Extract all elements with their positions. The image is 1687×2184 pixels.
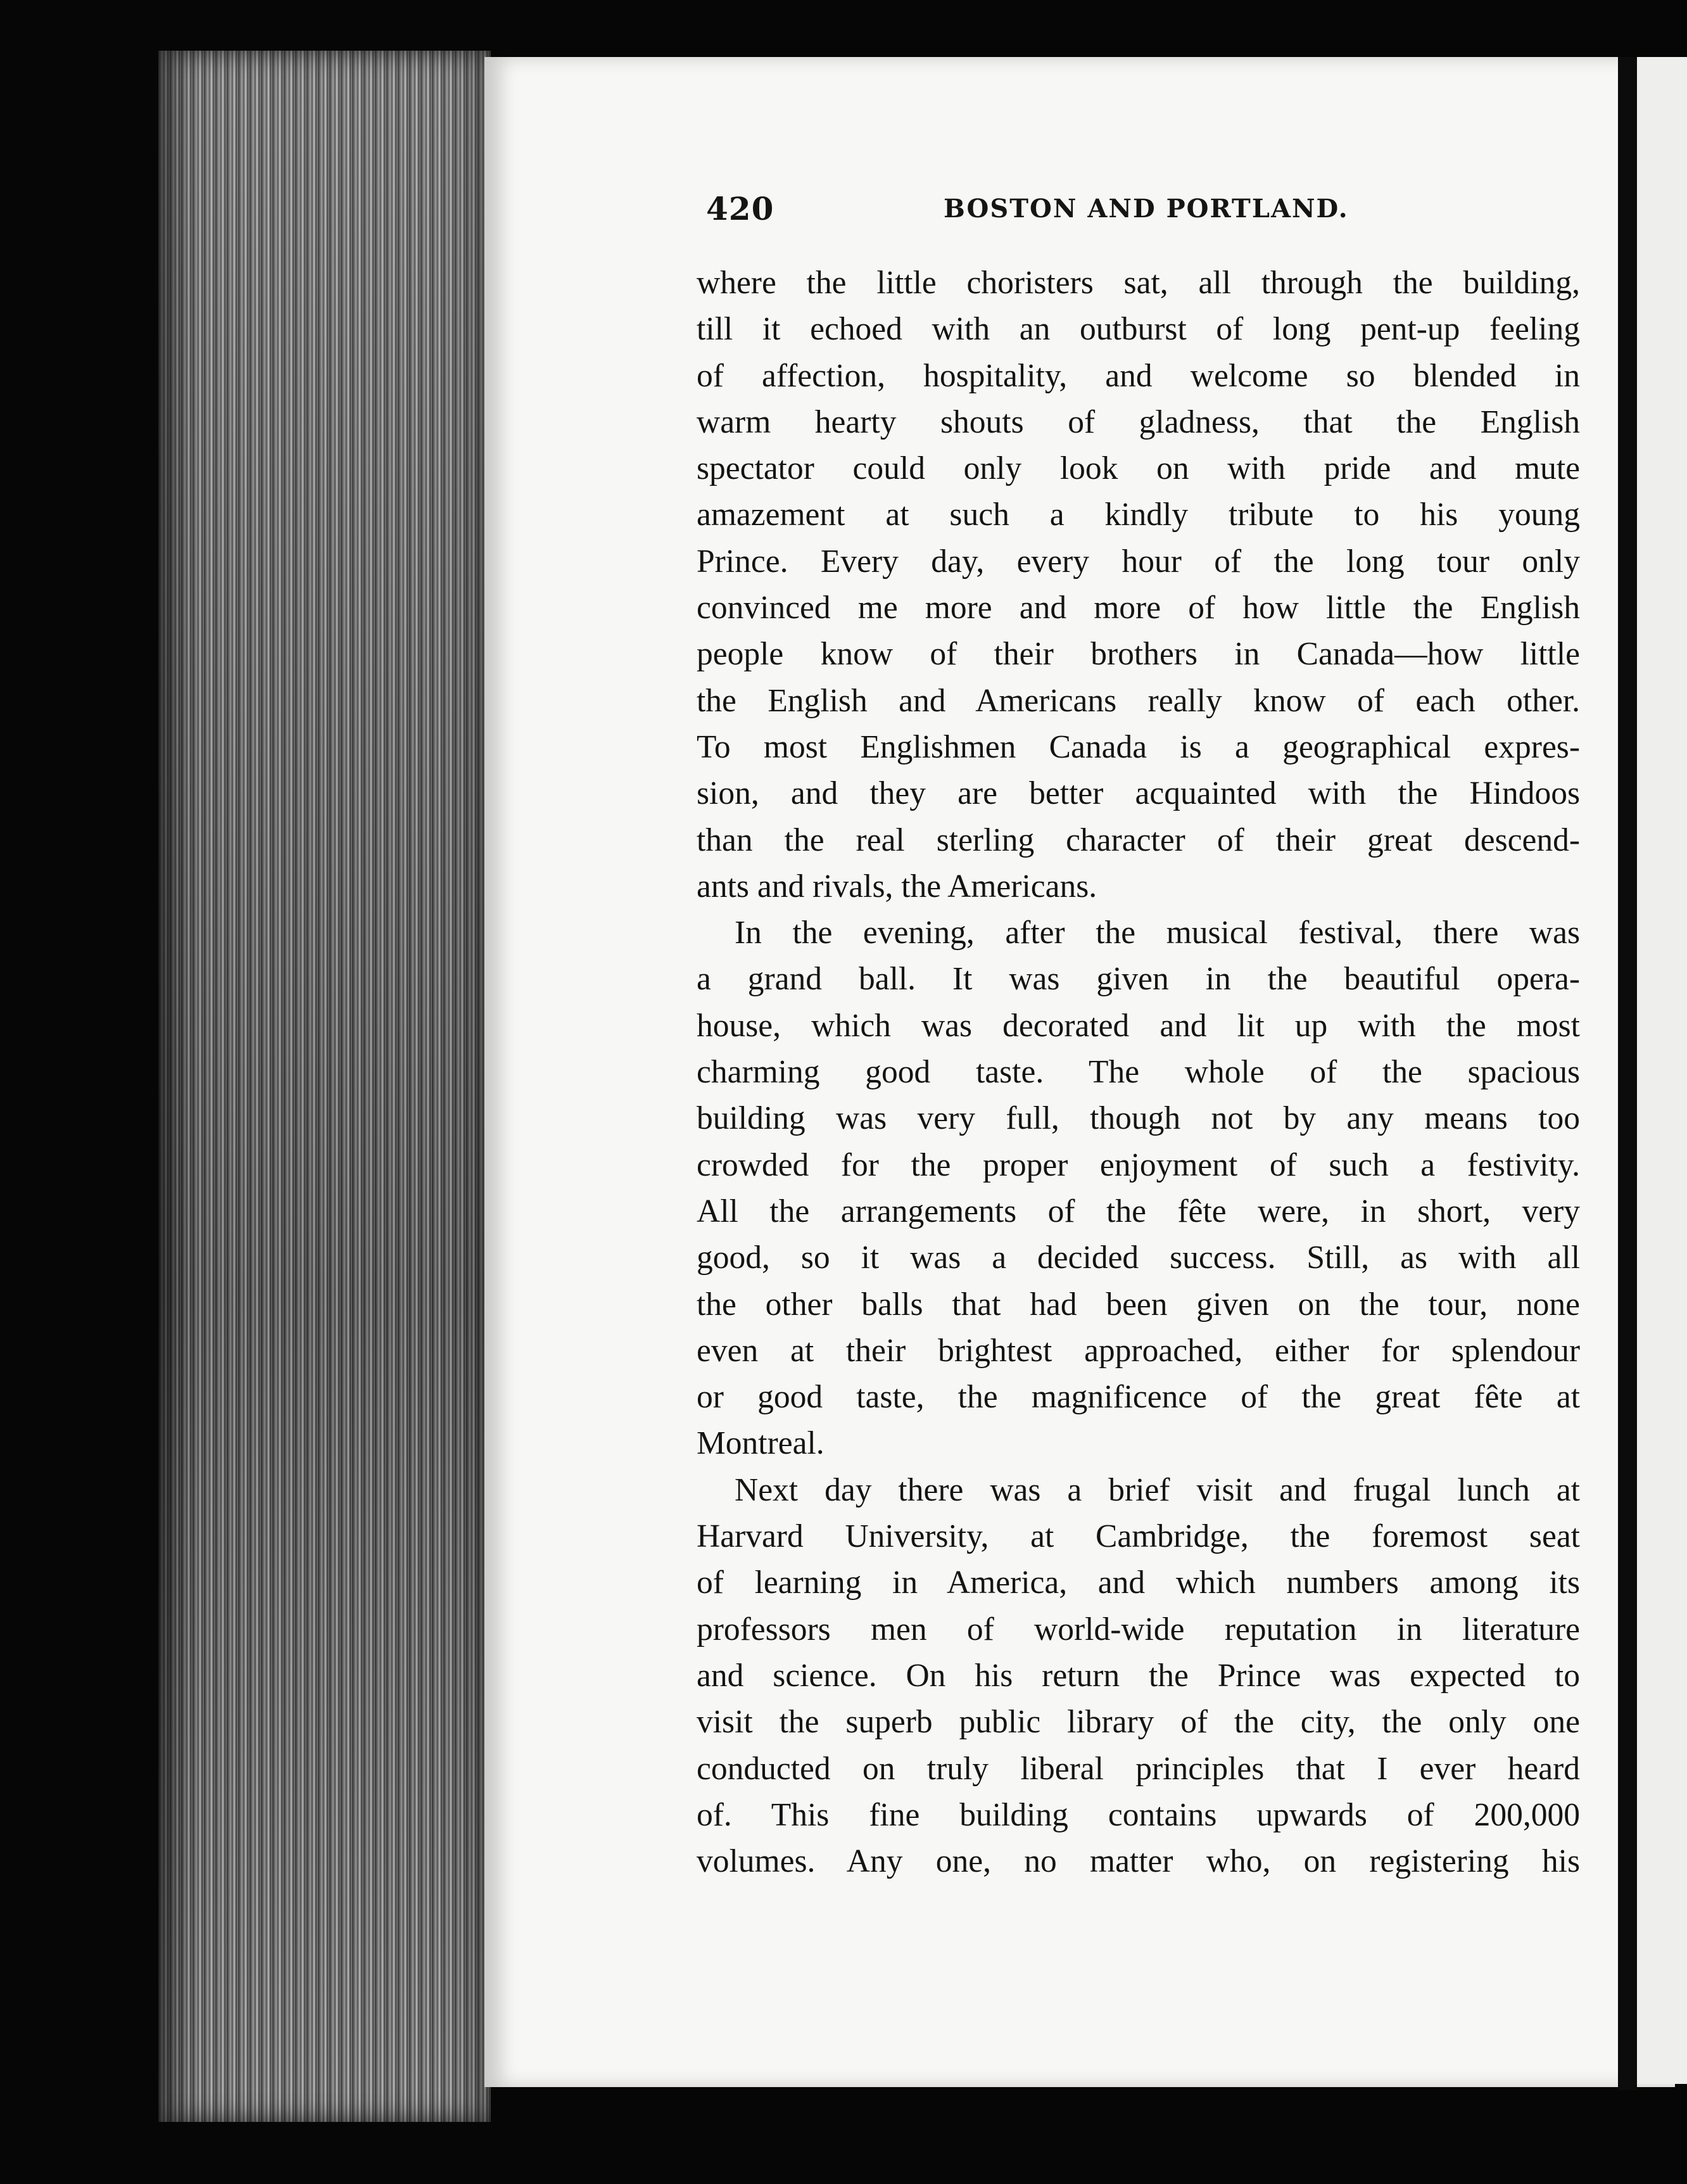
paragraph — [697, 260, 1580, 910]
page-number: 420 — [706, 190, 774, 227]
text-line: even at their brightest approached, either for splendour — [697, 1332, 1580, 1369]
text-line: To most Englishmen Canada is a geographical expres- — [697, 728, 1580, 765]
text-line: volumes. Any one, no matter who, on registering his — [697, 1843, 1580, 1880]
next-page-edge — [1637, 57, 1687, 2084]
text-line: charming good taste. The whole of the spacious — [697, 1054, 1580, 1091]
text-line: the other balls that had been given on the tour, none — [697, 1286, 1580, 1323]
text-line: Harvard University, at Cambridge, the foremost seat — [697, 1518, 1580, 1555]
paragraph — [697, 1467, 1580, 1885]
text-line: of learning in America, and which numbers among its — [697, 1565, 1580, 1601]
paragraph — [697, 910, 1580, 1467]
text-line: of affection, hospitality, and welcome so blended in — [697, 357, 1580, 394]
text-line: the English and Americans really know of each other. — [697, 682, 1580, 719]
text-line: conducted on truly liberal principles that I ever heard — [697, 1750, 1580, 1787]
text-line: good, so it was a decided success. Still, as with all — [697, 1240, 1580, 1276]
text-line: warm hearty shouts of gladness, that the English — [697, 403, 1580, 440]
text-line: amazement at such a kindly tribute to his young — [697, 497, 1580, 533]
text-line: Next day there was a brief visit and frugal lunch at — [735, 1471, 1580, 1508]
book-page-edges — [158, 51, 491, 2122]
text-line: house, which was decorated and lit up with the most — [697, 1007, 1580, 1044]
page-header — [706, 190, 1355, 241]
text-line: ants and rivals, the Americans. — [697, 868, 1097, 905]
text-line: sion, and they are better acquainted with the Hindoos — [697, 775, 1580, 812]
running-head: BOSTON AND PORTLAND. — [944, 194, 1349, 224]
text-line: In the evening, after the musical festival, there was — [735, 915, 1580, 951]
text-line: till it echoed with an outburst of long pent-up feeling — [697, 311, 1580, 348]
text-line: people know of their brothers in Canada—how little — [697, 636, 1580, 673]
text-line: spectator could only look on with pride and mute — [697, 450, 1580, 487]
text-line: professors men of world-wide reputation in literature — [697, 1611, 1580, 1648]
text-line: a grand ball. It was given in the beautiful opera- — [697, 961, 1580, 998]
text-line: building was very full, though not by any means too — [697, 1100, 1580, 1137]
text-line: than the real sterling character of their great descend- — [697, 822, 1580, 858]
text-line: of. This fine building contains upwards of 200,000 — [697, 1796, 1580, 1833]
page-gutter — [1618, 57, 1637, 2090]
text-line: or good taste, the magnificence of the great fête at — [697, 1379, 1580, 1416]
text-line: Prince. Every day, every hour of the long tour only — [697, 543, 1580, 580]
text-line: where the little choristers sat, all through the building, — [697, 265, 1580, 301]
text-line: crowded for the proper enjoyment of such a festivity. — [697, 1146, 1580, 1183]
text-line: convinced me more and more of how little the English — [697, 590, 1580, 626]
text-line: and science. On his return the Prince was expected to — [697, 1657, 1580, 1694]
body-text — [697, 260, 1580, 1884]
text-line: Montreal. — [697, 1425, 825, 1462]
text-line: All the arrangements of the fête were, in short, very — [697, 1193, 1580, 1229]
text-line: visit the superb public library of the city, the only one — [697, 1704, 1580, 1741]
